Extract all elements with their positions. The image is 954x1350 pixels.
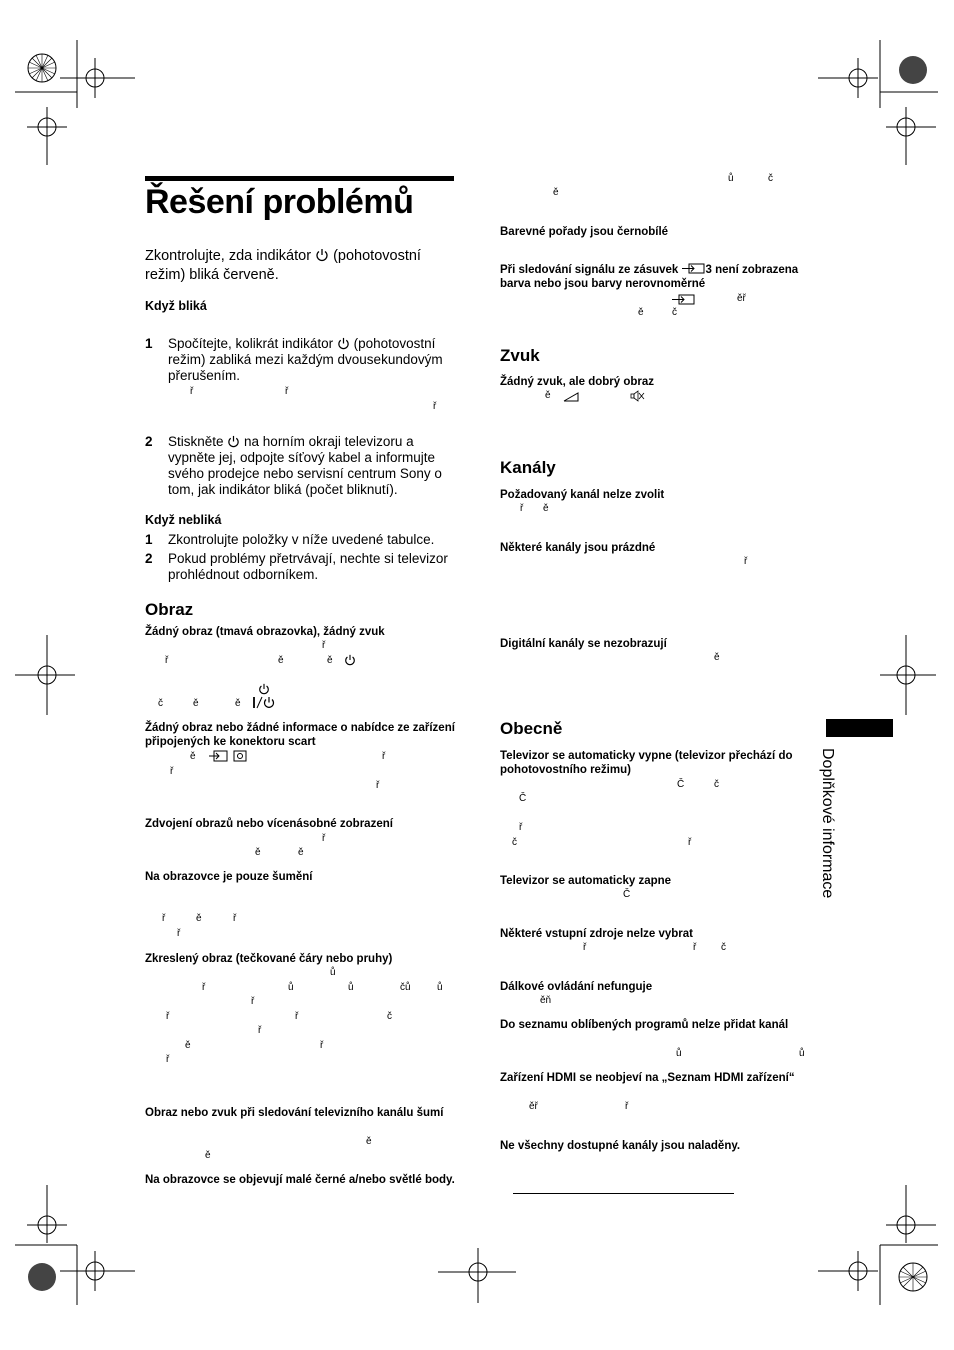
fragment: čů bbox=[400, 982, 411, 993]
fragment: č bbox=[387, 1011, 392, 1022]
picture-item-1: Žádný obraz (tmavá obrazovka), žádný zvuk bbox=[145, 626, 385, 638]
registration-mark-bottom-right bbox=[818, 1185, 943, 1310]
fragment: ř bbox=[258, 1025, 262, 1036]
input-icon bbox=[682, 263, 706, 274]
fragment: ř bbox=[519, 822, 523, 833]
fragment: ů bbox=[728, 173, 734, 184]
registration-mark-bottom-center bbox=[438, 1248, 518, 1308]
fragment: č bbox=[714, 779, 719, 790]
fragment: ř bbox=[625, 1101, 629, 1112]
fragment: č bbox=[721, 942, 726, 953]
not-blinking-step-1: Zkontrolujte položky v níže uvedené tabulce. bbox=[168, 532, 435, 547]
fragment: ř bbox=[251, 996, 255, 1007]
fragment: ě bbox=[193, 698, 199, 709]
fragment: ř bbox=[320, 1040, 324, 1051]
picture-item-4: Na obrazovce je pouze šumění bbox=[145, 871, 313, 883]
general-item-3: Některé vstupní zdroje nelze vybrat bbox=[500, 928, 694, 940]
fragment: ě bbox=[543, 503, 549, 514]
fragment: ě bbox=[545, 390, 551, 401]
mute-icon bbox=[630, 390, 645, 402]
volume-icon bbox=[563, 392, 579, 402]
fragment: ě bbox=[298, 847, 304, 858]
fragment: ě bbox=[638, 307, 644, 318]
fragment: ů bbox=[437, 982, 443, 993]
fragment: ř bbox=[170, 766, 174, 777]
fragment: ě bbox=[205, 1150, 211, 1161]
fragment: ě bbox=[190, 751, 196, 762]
fragment: ř bbox=[583, 942, 587, 953]
general-item-5: Do seznamu oblíbených programů nelze přidat kanál bbox=[500, 1019, 789, 1031]
power-toggle-icon bbox=[252, 696, 278, 709]
intro-text bbox=[145, 247, 455, 285]
fragment: ř bbox=[233, 913, 237, 924]
general-item-6: Zařízení HDMI se neobjeví na „Seznam HDMI zařízení“ bbox=[500, 1072, 795, 1084]
fragment: ř bbox=[688, 837, 692, 848]
power-icon bbox=[258, 683, 270, 695]
intro-part-2: (pohotovostní režim) bliká červeně. bbox=[145, 248, 421, 283]
fragment: ě bbox=[255, 847, 261, 858]
picture-item-7: Na obrazovce se objevují malé černé a/nebo světlé body. bbox=[145, 1174, 455, 1186]
picture-item-5: Zkreslený obraz (tečkované čáry nebo pruhy) bbox=[145, 953, 393, 965]
power-icon bbox=[227, 435, 240, 448]
general-item-2: Televizor se automaticky zapne bbox=[500, 875, 672, 887]
fragment: ř bbox=[166, 1054, 170, 1065]
power-icon bbox=[344, 654, 356, 666]
fragment: ě bbox=[278, 655, 284, 666]
fragment: ř bbox=[322, 640, 326, 651]
blinking-step-2: Stiskněte na horním okraji televizoru a vypněte jej, odpojte síťový kabel a informujte svého prodejce nebo servisní centrum Sony o tom, jak indikátor bliká (počet bliknutí). bbox=[168, 434, 442, 497]
fragment: ě bbox=[196, 913, 202, 924]
fragment: ů bbox=[676, 1048, 682, 1059]
fragment: ě bbox=[185, 1040, 191, 1051]
fragment: ě bbox=[714, 652, 720, 663]
fragment: ř bbox=[177, 928, 181, 939]
blinking-step-1-number: 1 bbox=[145, 336, 153, 351]
blinking-step-2-number: 2 bbox=[145, 434, 153, 449]
fragment: ř bbox=[190, 386, 194, 397]
fragment: Č bbox=[623, 889, 631, 900]
channels-item-1: Požadovaný kanál nelze zvolit bbox=[500, 489, 665, 501]
registration-mark-left-middle bbox=[15, 635, 75, 715]
fragment: ř bbox=[693, 942, 697, 953]
fragment: ěř bbox=[737, 293, 746, 304]
fragment: ř bbox=[166, 1011, 170, 1022]
fragment: ř bbox=[202, 982, 206, 993]
picture-item-6: Obraz nebo zvuk při sledování televizního kanálu šumí bbox=[145, 1107, 444, 1119]
sound-item-1: Žádný zvuk, ale dobrý obraz bbox=[500, 376, 655, 388]
fragment: ř bbox=[376, 780, 380, 791]
fragment: ř bbox=[382, 751, 386, 762]
fragment: ů bbox=[799, 1048, 805, 1059]
blinking-heading: Když bliká bbox=[145, 299, 207, 313]
channels-item-2: Některé kanály jsou prázdné bbox=[500, 542, 656, 554]
fragment: ě bbox=[366, 1136, 372, 1147]
sidebar-label: Doplňkové informace bbox=[819, 748, 836, 899]
fragment: č bbox=[768, 173, 773, 184]
registration-mark-top-left bbox=[15, 40, 165, 170]
fragment: ř bbox=[285, 386, 289, 397]
scart-icon bbox=[233, 750, 247, 762]
not-blinking-step-2: Pokud problémy přetrvávají, nechte si televizor prohlédnout odborníkem. bbox=[168, 551, 448, 582]
fragment: ě bbox=[235, 698, 241, 709]
picture-heading: Obraz bbox=[145, 600, 194, 619]
fragment: ř bbox=[744, 556, 748, 567]
section-tab bbox=[826, 719, 893, 737]
right-item-1: Barevné pořady jsou černobílé bbox=[500, 226, 669, 238]
not-blinking-step-1-number: 1 bbox=[145, 532, 153, 547]
sound-heading: Zvuk bbox=[500, 346, 540, 365]
fragment: ř bbox=[295, 1011, 299, 1022]
picture-item-2: Žádný obraz nebo žádné informace o nabídce ze zařízení připojených ke konektoru scart bbox=[145, 722, 455, 748]
fragment: ů bbox=[330, 967, 336, 978]
page-title: Řešení problémů bbox=[145, 183, 414, 221]
channels-heading: Kanály bbox=[500, 458, 556, 477]
general-heading: Obecně bbox=[500, 719, 563, 738]
fragment: č bbox=[512, 837, 517, 848]
footnote-rule bbox=[513, 1193, 734, 1194]
title-rule bbox=[145, 176, 454, 181]
channels-item-3: Digitální kanály se nezobrazují bbox=[500, 638, 667, 650]
fragment: ř bbox=[162, 913, 166, 924]
registration-mark-top-right bbox=[818, 40, 943, 170]
fragment: ě bbox=[327, 655, 333, 666]
fragment: ř bbox=[322, 833, 326, 844]
input-icon bbox=[209, 750, 229, 762]
right-item-2: Při sledování signálu ze zásuvek 3 není zobrazena barva nebo jsou barvy nerovnoměrné bbox=[500, 264, 799, 290]
fragment: ěň bbox=[540, 995, 552, 1006]
fragment: ě bbox=[553, 187, 559, 198]
fragment: č bbox=[672, 307, 677, 318]
picture-item-3: Zdvojení obrazů nebo vícenásobné zobrazení bbox=[145, 818, 393, 830]
fragment: Č bbox=[519, 793, 527, 804]
input-icon bbox=[672, 294, 696, 305]
power-icon bbox=[315, 248, 329, 262]
fragment: ř bbox=[165, 655, 169, 666]
fragment: ř bbox=[433, 401, 437, 412]
blinking-step-1: Spočítejte, kolikrát indikátor (pohotovostní režim) zabliká mezi každým dvousekundovým přerušením. bbox=[168, 336, 443, 383]
fragment: ěř bbox=[529, 1101, 538, 1112]
general-item-1: Televizor se automaticky vypne (televizor přechází do pohotovostního režimu) bbox=[500, 750, 793, 776]
fragment: č bbox=[158, 698, 163, 709]
registration-mark-bottom-left bbox=[15, 1185, 165, 1310]
general-item-4: Dálkové ovládání nefunguje bbox=[500, 981, 653, 993]
registration-mark-right-middle bbox=[880, 635, 940, 715]
not-blinking-heading: Když nebliká bbox=[145, 513, 222, 527]
fragment: ů bbox=[348, 982, 354, 993]
fragment: ů bbox=[288, 982, 294, 993]
fragment: ř bbox=[520, 503, 524, 514]
not-blinking-step-2-number: 2 bbox=[145, 551, 153, 566]
power-icon bbox=[337, 337, 350, 350]
fragment: Č bbox=[677, 779, 685, 790]
general-item-7: Ne všechny dostupné kanály jsou naladěny. bbox=[500, 1140, 741, 1152]
intro-part-1: Zkontrolujte, zda indikátor bbox=[145, 248, 316, 264]
